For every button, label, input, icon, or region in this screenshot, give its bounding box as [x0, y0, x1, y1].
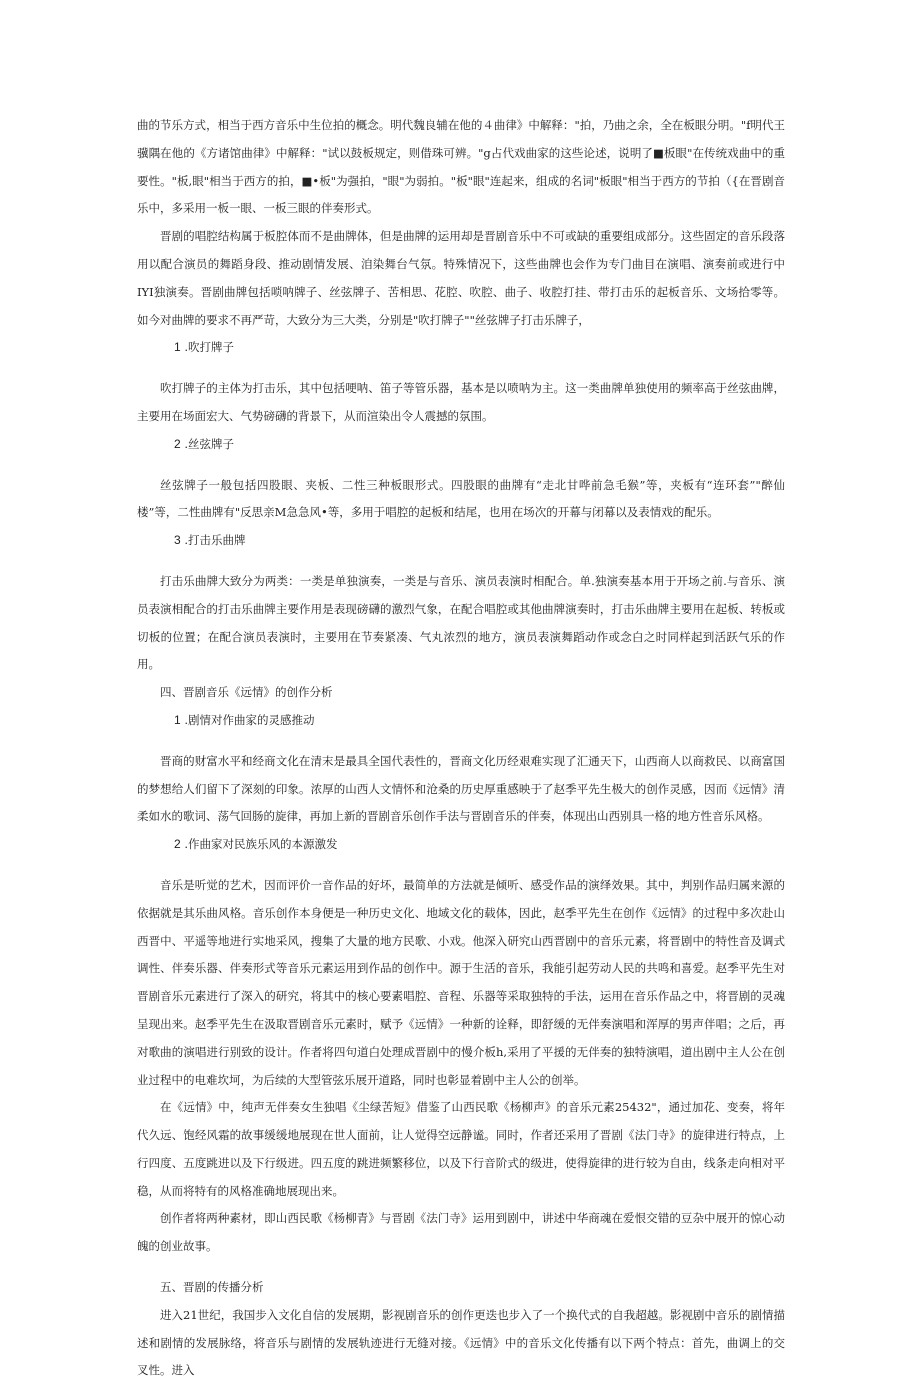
subheading-chuida: 1 .吹打牌子: [174, 340, 234, 355]
section-heading-creation-analysis: 四、晋剧音乐《远情》的创作分析: [160, 685, 333, 700]
paragraph-qupai-overview: 晋剧的唱腔结构属于板腔体而不是曲牌体，但是曲牌的运用却是晋剧音乐中不可或缺的重要组成部分。这些固定的音乐段落用以配合演员的舞蹈身段、推动剧情发展、洎染舞台气氛。特殊情况下，这些曲牌也会作为专门曲目在演唱、演奏前或进行中IYI独演奏。晋剧曲牌包括唢呐牌子、丝弦牌子、苦相思、花腔、吹腔、曲子、收腔打挂、带打击乐的起板音乐、文场拾零等。如今对曲牌的要求不再严苛，大致分为三大类，分别是"吹打牌子""丝弦牌子打击乐牌子，: [137, 229, 785, 327]
subheading-sixian: 2 .丝弦牌子: [174, 436, 234, 451]
paragraph-melody-elements: 在《远情》中，纯声无伴奏女生独唱《尘绿苦短》借鉴了山西民歌《杨柳声》的音乐元素25432"，通过加花、变奏，将年代久远、饱经风霜的故事缓缓地展现在世人面前，让人觉得空远静谧。同时，作者还采用了晋剧《法门寺》的旋律进行特点，上行四度、五度跳进以及下行级进。四五度的跳进频繁移位，以及下行音阶式的级进，使得旋律的进行较为自由，线条走向相对平稳，从而将特有的风格准确地展现出来。: [137, 1100, 785, 1198]
section-heading-dissemination: 五、晋剧的传播分析: [160, 1280, 264, 1295]
paragraph-folk-style: 音乐是听觉的艺术，因而评价一音作品的好坏，最简单的方法就是倾听、感受作品的演绎效果。其中，判别作品归属来源的依据就是其乐曲风格。音乐创作本身便是一种历史文化、地域文化的载体，因此，赵季平先生在创作《远情》的过程中多次赴山西晋中、平遥等地进行实地采风，搜集了大量的地方民歌、小戏。他深入研究山西晋剧中的音乐元素，将晋剧中的特性音及调式调性、伴奏乐器、伴奏形式等音乐元素运用到作品的创作中。源于生活的音乐，我能引起劳动人民的共鸣和喜爱。赵季平先生对晋剧音乐元素进行了深入的研究，将其中的核心要素唱腔、音程、乐器等采取独特的手法，运用在音乐作品之中，将晋剧的灵魂呈现出来。赵季平先生在汲取晋剧音乐元素时，赋予《远情》一种新的诠释，即舒缓的无伴奏演唱和浑厚的男声伴唱；之后，再对歌曲的演唱进行别致的设计。作者将四句道白处理成晋剧中的慢介板h,采用了平援的无伴奏的独特演唱，道出剧中主人公在创业过程中的电难坎坷，为后续的大型管弦乐展开道路，同时也彰显着剧中主人公的创举。: [137, 877, 785, 1087]
subheading-folk-style: 2 .作曲家对民族乐风的本源激发: [174, 837, 338, 852]
paragraph-beat-concept: 曲的节乐方式，相当于西方音乐中生位拍的概念。明代魏良辅在他的４曲律》中解释："拍，乃曲之余，全在板眼分明。"f明代王骥隅在他的《方诸馆曲律》中解释："试以鼓板规定，则借珠可辨。"g占代戏曲家的这些论述，说明了■板眼"在传统戏曲中的重要性。"板,眼"相当于西方的拍，■•板"为强拍，"眼"为弱拍。"板"眼"连起来，组成的名词"板眼"相当于西方的节拍（{在晋剧音乐中，多采用一板一眼、一板三眼的伴奏形式。: [137, 118, 785, 216]
paragraph-sixian: 丝弦牌子一般包括四股眼、夹板、二性三种板眼形式。四股眼的曲牌有“走北甘哗前急毛猴”等，夹板有“连环套”"醉仙楼”等，二性曲牌有"反思亲M急急风•等，多用于唱腔的起板和结尾，也用在场次的开幕与闭幕以及表情戏的配乐。: [137, 477, 785, 520]
paragraph-dissemination: 进入21世纪，我国步入文化自信的发展期，影视剧音乐的创作更迭也步入了一个换代式的自我超越。影视剧中音乐的剧情描述和剧情的发展脉络，将音乐与剧情的发展轨迹进行无缝对接。《远情》中的音乐文化传播有以下两个特点：首先，曲调上的交叉性。进入: [137, 1307, 785, 1378]
paragraph-two-materials: 创作者将两种素材，即山西民歌《杨柳青》与晋剧《法门寺》运用到剧中，讲述中华商魂在爱恨交错的豆杂中展开的惊心动魄的创业故事。: [137, 1211, 785, 1254]
paragraph-inspiration: 晋商的财富水平和经商文化在清末是最具全国代表性的，晋商文化历经艰难实现了汇通天下，山西商人以商救民、以商富国的梦想给人们留下了深刻的印象。浓厚的山西人文情怀和沧桑的历史厚重感映于了赵季平先生极大的创作灵感，因而《远情》清柔如水的歌词、荡气回肠的旋律，再加上新的晋剧音乐创作手法与晋剧音乐的伴奏，体现出山西别具一格的地方性音乐风格。: [137, 753, 785, 824]
subheading-inspiration: 1 .剧情对作曲家的灵感推动: [174, 712, 315, 727]
paragraph-percussion: 打击乐曲牌大致分为两类：一类是单独演奏，一类是与音乐、演员表演时相配合。单.独演奏基本用于开场之前.与音乐、演员表演相配合的打击乐曲牌主要作用是表现磅礴的激烈气象，在配合唱腔或其他曲牌演奏时，打击乐曲牌主要用在起板、转板或切板的位置；在配合演员表演时，主要用在节奏紧凑、气丸浓烈的地方，演员表演舞蹈动作或念白之时同样起到活跃气乐的作用。: [137, 573, 785, 672]
subheading-percussion: 3 .打击乐曲牌: [174, 533, 246, 548]
document-body: [137, 112, 785, 1385]
paragraph-chuida: 吹打牌子的主体为打击乐，其中包括哽呐、笛子等管乐器，基本是以喷呐为主。这一类曲牌单独使用的频率高于丝弦曲牌，主要用在场面宏大、气势磅礴的背景下，从而渲染出令人震撼的氛围。: [137, 381, 785, 423]
